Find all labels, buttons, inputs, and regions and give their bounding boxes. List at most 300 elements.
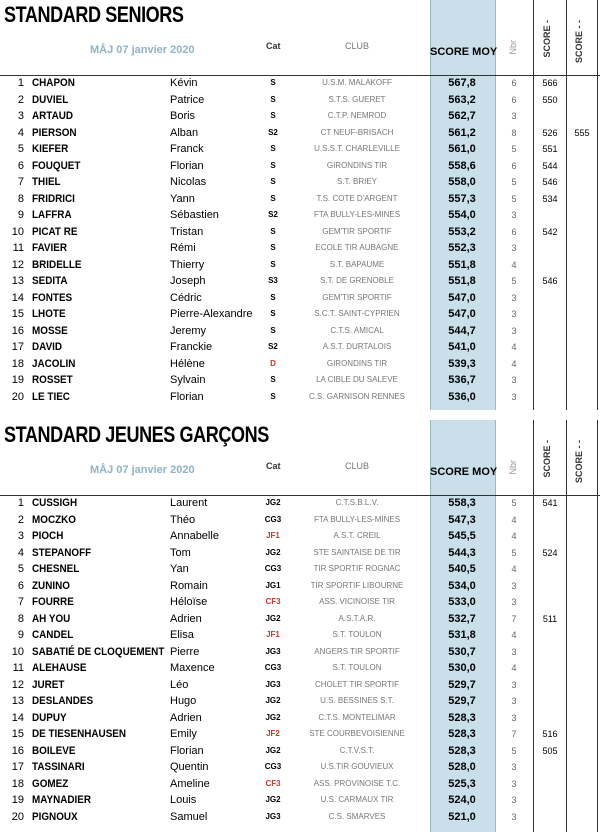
firstname-cell: Boris [170, 110, 196, 122]
score-cell: 558,3 [448, 497, 476, 509]
table-row [0, 92, 600, 109]
club-cell: S.T. BAPAUME [329, 259, 385, 269]
category-cell: D [270, 358, 276, 368]
score-cell: 528,3 [448, 744, 476, 757]
firstname-cell: Hélène [170, 357, 205, 370]
count-cell: 5 [511, 745, 517, 756]
surname-cell: DESLANDES [32, 695, 94, 707]
club-cell: C.T.S. MONTELIMAR [318, 712, 396, 722]
score-cell: 545,5 [448, 530, 476, 542]
firstname-cell: Joseph [170, 275, 206, 287]
surname-cell: CHESNEL [32, 563, 80, 575]
club-cell: STE COURBEVOISIENNE [309, 729, 405, 738]
rank-cell: 20 [11, 810, 24, 823]
score-cell: 534,0 [448, 579, 476, 592]
firstname-cell: Quentin [170, 761, 209, 773]
rank-cell: 15 [11, 308, 24, 320]
club-cell: ANGERS TIR SPORTIF [314, 646, 400, 656]
club-cell: A.S.T.A.R. [338, 613, 376, 623]
club-cell: C.T.S.B.L.V. [335, 498, 379, 507]
section-jeunes-garcons [0, 420, 600, 832]
rank-cell: 15 [11, 728, 24, 740]
rank-cell: 8 [17, 612, 24, 625]
section-title: STANDARD JEUNES GARÇONS [4, 422, 269, 447]
club-cell: S.C.T. SAINT-CYPRIEN [314, 309, 400, 318]
surname-cell: SABATIÉ DE CLOQUEMENT [32, 645, 165, 658]
header-score-1: SCORE - [542, 20, 552, 58]
club-cell: C.T.S. AMICAL [330, 325, 384, 335]
score-cell: 544,3 [448, 546, 476, 559]
category-cell: S [270, 309, 276, 318]
score-1-cell: 544 [542, 160, 558, 171]
rank-cell: 19 [11, 794, 24, 806]
firstname-cell: Elisa [170, 629, 194, 641]
category-cell: S [270, 325, 276, 335]
firstname-cell: Théo [170, 513, 196, 526]
score-cell: 547,0 [448, 291, 476, 304]
score-1-cell: 542 [542, 226, 558, 237]
table-row [0, 372, 600, 389]
surname-cell: LAFFRA [32, 209, 72, 221]
score-cell: 547,3 [448, 513, 476, 526]
surname-cell: ZUNINO [32, 579, 70, 592]
rank-cell: 7 [17, 176, 24, 188]
club-cell: ECOLE TIR AUBAGNE [315, 243, 399, 252]
count-cell: 3 [511, 391, 517, 402]
category-cell: S [270, 391, 276, 401]
rank-cell: 12 [11, 258, 24, 271]
surname-cell: JURET [32, 678, 65, 691]
club-cell: CHOLET TIR SPORTIF [314, 679, 399, 689]
score-cell: 562,7 [448, 110, 476, 122]
count-cell: 7 [511, 729, 517, 739]
club-cell: TIR SPORTIF LIBOURNE [310, 580, 404, 590]
score-1-cell: 516 [542, 729, 558, 739]
table-row [0, 792, 600, 809]
count-cell: 4 [511, 564, 517, 574]
surname-cell: ALEHAUSE [32, 662, 87, 674]
surname-cell: ROSSET [32, 374, 73, 386]
rank-cell: 11 [12, 242, 24, 254]
header-score-1: SCORE - [542, 440, 552, 478]
score-1-cell: 541 [542, 498, 558, 508]
score-1-cell: 546 [542, 177, 558, 187]
category-cell: S [270, 292, 276, 302]
table-row [0, 207, 600, 224]
count-cell: 8 [511, 127, 517, 138]
club-cell: U.S. BESSINES S.T. [320, 696, 394, 705]
table-row [0, 290, 600, 307]
count-cell: 3 [511, 597, 517, 607]
score-1-cell: 551 [542, 144, 558, 154]
category-cell: JF1 [266, 531, 280, 540]
rank-cell: 20 [11, 390, 24, 403]
club-cell: FTA BULLY-LES-MINES [313, 514, 401, 524]
score-cell: 553,2 [448, 225, 476, 238]
score-cell: 528,3 [448, 728, 476, 740]
club-cell: S.T. TOULON [332, 630, 382, 639]
firstname-cell: Franck [170, 143, 204, 155]
header-nbr: Nbr [508, 40, 518, 55]
rank-cell: 7 [17, 596, 24, 608]
count-cell: 5 [511, 177, 517, 187]
score-1-cell: 534 [542, 193, 558, 204]
category-cell: CG3 [264, 663, 282, 672]
club-cell: U.S.S.T. CHARLEVILLE [314, 144, 400, 153]
firstname-cell: Franckie [170, 341, 213, 353]
firstname-cell: Kévin [170, 77, 198, 89]
header-cat: Cat [266, 461, 281, 471]
firstname-cell: Samuel [170, 810, 208, 823]
rank-cell: 14 [11, 291, 24, 304]
surname-cell: PICAT RE [32, 225, 78, 238]
surname-cell: DAVID [32, 341, 63, 353]
category-cell: JG2 [265, 613, 281, 623]
club-cell: GIRONDINS TIR [326, 358, 388, 368]
table-row [0, 224, 600, 241]
surname-cell: PIOCH [32, 530, 64, 542]
table-row [0, 306, 600, 323]
club-cell: ASS. VICINOISE TIR [319, 597, 395, 606]
category-cell: JG2 [265, 696, 281, 705]
count-cell: 3 [511, 646, 517, 657]
rank-cell: 4 [17, 126, 24, 139]
category-cell: CG3 [264, 762, 282, 771]
category-cell: JG3 [265, 646, 281, 656]
firstname-cell: Romain [170, 579, 208, 592]
table-row [0, 677, 600, 694]
category-cell: S2 [268, 127, 278, 137]
rank-cell: 3 [17, 530, 24, 542]
score-cell: 528,0 [448, 761, 476, 773]
score-cell: 551,8 [448, 275, 476, 287]
score-cell: 531,8 [448, 629, 476, 641]
surname-cell: BOILEVE [32, 744, 76, 757]
rank-cell: 8 [17, 192, 24, 205]
count-cell: 3 [511, 679, 517, 690]
score-cell: 561,0 [448, 143, 476, 155]
rank-cell: 18 [11, 357, 24, 370]
rank-cell: 5 [17, 563, 24, 575]
firstname-cell: Adrien [170, 711, 202, 724]
section-seniors [0, 0, 600, 410]
firstname-cell: Rémi [170, 242, 196, 254]
table-row [0, 339, 600, 356]
category-cell: S [270, 243, 276, 252]
score-cell: 558,6 [448, 159, 476, 172]
firstname-cell: Sylvain [170, 374, 206, 386]
firstname-cell: Nicolas [170, 176, 207, 188]
table-row [0, 512, 600, 529]
count-cell: 3 [511, 778, 517, 789]
club-cell: C.T.V.S.T. [339, 745, 375, 755]
score-cell: 539,3 [448, 357, 476, 370]
firstname-cell: Hugo [170, 695, 197, 707]
category-cell: JG2 [265, 745, 281, 755]
count-cell: 3 [511, 580, 517, 591]
score-cell: 536,0 [448, 390, 476, 403]
rank-cell: 14 [11, 711, 24, 724]
surname-cell: SEDITA [32, 275, 68, 287]
rank-cell: 11 [12, 662, 24, 674]
firstname-cell: Léo [170, 678, 189, 691]
category-cell: S [270, 160, 276, 170]
surname-cell: GOMEZ [32, 777, 69, 790]
category-cell: S [270, 144, 276, 153]
count-cell: 4 [511, 342, 517, 352]
firstname-cell: Yann [170, 192, 195, 205]
club-cell: A.S.T. CREIL [333, 531, 381, 540]
club-cell: LA CIBLE DU SALEVE [316, 375, 398, 384]
category-cell: JG2 [265, 712, 281, 722]
rank-cell: 16 [11, 744, 24, 757]
count-cell: 4 [511, 630, 517, 640]
score-cell: 532,7 [448, 612, 476, 625]
surname-cell: FONTES [32, 291, 73, 304]
count-cell: 5 [511, 276, 517, 286]
surname-cell: FOURRE [32, 596, 74, 608]
count-cell: 7 [511, 613, 517, 624]
surname-cell: BRIDELLE [32, 258, 82, 271]
category-cell: S2 [268, 210, 278, 219]
score-1-cell: 546 [542, 276, 558, 286]
table-row [0, 809, 600, 826]
score-cell: 561,2 [448, 126, 476, 139]
table-row [0, 759, 600, 776]
count-cell: 5 [511, 547, 517, 558]
table-row [0, 660, 600, 677]
club-cell: S.T. BRIEY [336, 177, 377, 186]
count-cell: 6 [511, 94, 517, 105]
category-cell: JF1 [266, 630, 280, 639]
rank-cell: 9 [17, 209, 24, 221]
rank-cell: 6 [17, 579, 24, 592]
score-1-cell: 566 [542, 78, 558, 88]
header-nbr: Nbr [508, 460, 518, 475]
count-cell: 3 [511, 375, 517, 385]
table-row [0, 495, 600, 512]
count-cell: 5 [511, 193, 517, 204]
count-cell: 3 [511, 309, 517, 319]
club-cell: C.S. GARNISON RENNES [308, 391, 405, 401]
firstname-cell: Louis [170, 794, 197, 806]
score-cell: 540,5 [448, 563, 476, 575]
rank-cell: 4 [17, 546, 24, 559]
score-2-cell: 555 [574, 127, 590, 138]
rank-cell: 3 [17, 110, 24, 122]
category-cell: CF3 [265, 778, 281, 788]
score-1-cell: 511 [542, 613, 558, 624]
count-cell: 6 [511, 160, 517, 171]
club-cell: S.T. TOULON [332, 663, 382, 672]
table-row [0, 726, 600, 743]
rank-cell: 2 [17, 93, 24, 106]
score-cell: 536,7 [448, 374, 476, 386]
rank-cell: 17 [11, 761, 24, 773]
surname-cell: CUSSIGH [32, 497, 78, 509]
score-1-cell: 524 [542, 547, 558, 558]
category-cell: JG3 [265, 811, 281, 821]
table-row [0, 611, 600, 628]
table-row [0, 108, 600, 125]
score-cell: 567,8 [448, 77, 476, 89]
category-cell: S [270, 193, 276, 203]
rank-cell: 10 [11, 225, 24, 238]
table-row [0, 776, 600, 793]
rank-cell: 19 [11, 374, 24, 386]
count-cell: 5 [511, 498, 517, 508]
table-row [0, 545, 600, 562]
table-row [0, 710, 600, 727]
category-cell: S [270, 259, 276, 269]
category-cell: S [270, 226, 276, 236]
category-cell: S3 [268, 276, 278, 285]
ranking-rows [0, 495, 600, 825]
score-cell: 525,3 [448, 777, 476, 790]
rank-cell: 12 [11, 678, 24, 691]
score-cell: 533,0 [448, 596, 476, 608]
club-cell: CT NEUF-BRISACH [320, 127, 394, 137]
club-cell: S.T. DE GRENOBLE [320, 276, 394, 285]
table-row [0, 273, 600, 290]
firstname-cell: Florian [170, 159, 204, 172]
surname-cell: PIGNOUX [32, 810, 78, 823]
firstname-cell: Adrien [170, 612, 202, 625]
count-cell: 5 [511, 144, 517, 154]
firstname-cell: Emily [170, 728, 197, 740]
firstname-cell: Florian [170, 390, 204, 403]
firstname-cell: Cédric [170, 291, 202, 304]
surname-cell: DUPUY [32, 711, 67, 724]
surname-cell: LHOTE [32, 308, 66, 320]
surname-cell: KIEFER [32, 143, 69, 155]
club-cell: GIRONDINS TIR [326, 160, 388, 170]
club-cell: FTA BULLY-LES-MINES [313, 210, 401, 219]
score-1-cell: 505 [542, 745, 558, 756]
score-cell: 528,3 [448, 711, 476, 724]
surname-cell: FAVIER [32, 242, 68, 254]
score-cell: 530,0 [448, 662, 476, 674]
update-date: MÅJ 07 janvier 2020 [90, 44, 195, 56]
score-cell: 524,0 [448, 794, 476, 806]
header-club: CLUB [345, 461, 370, 471]
firstname-cell: Yan [170, 563, 189, 575]
category-cell: JG2 [265, 498, 281, 507]
rank-cell: 17 [11, 341, 24, 353]
category-cell: S2 [268, 342, 278, 351]
table-row [0, 141, 600, 158]
club-cell: U.S. CARMAUX TIR [320, 795, 394, 804]
firstname-cell: Thierry [170, 258, 205, 271]
firstname-cell: Laurent [170, 497, 208, 509]
category-cell: S [270, 177, 276, 186]
category-cell: CF3 [265, 597, 281, 606]
count-cell: 3 [511, 795, 517, 805]
score-cell: 552,3 [448, 242, 476, 254]
firstname-cell: Héloïse [170, 596, 208, 608]
surname-cell: PIERSON [32, 126, 77, 139]
table-row [0, 594, 600, 611]
rank-cell: 16 [11, 324, 24, 337]
score-cell: 541,0 [448, 341, 476, 353]
table-row [0, 174, 600, 191]
firstname-cell: Pierre [170, 645, 200, 658]
club-cell: A.S.T. DURTALOIS [322, 342, 392, 351]
surname-cell: TASSINARI [32, 761, 85, 773]
score-cell: 554,0 [448, 209, 476, 221]
table-row [0, 528, 600, 545]
count-cell: 3 [511, 292, 517, 303]
rank-cell: 1 [17, 77, 24, 89]
table-row [0, 191, 600, 208]
rank-cell: 1 [17, 497, 24, 509]
table-row [0, 125, 600, 142]
firstname-cell: Sébastien [170, 209, 219, 221]
header-score: SCORE MOY [430, 466, 498, 478]
count-cell: 6 [511, 226, 517, 237]
category-cell: CG3 [264, 564, 282, 573]
firstname-cell: Jeremy [170, 324, 207, 337]
surname-cell: THIEL [32, 176, 61, 188]
surname-cell: CANDEL [32, 629, 74, 641]
table-row [0, 743, 600, 760]
firstname-cell: Annabelle [170, 530, 219, 542]
firstname-cell: Pierre-Alexandre [170, 308, 253, 320]
surname-cell: FOUQUET [32, 159, 81, 172]
table-row [0, 561, 600, 578]
score-cell: 558,0 [448, 176, 476, 188]
score-cell: 530,7 [448, 645, 476, 658]
rank-cell: 13 [11, 275, 24, 287]
rank-cell: 5 [17, 143, 24, 155]
firstname-cell: Maxence [170, 662, 215, 674]
category-cell: S [270, 111, 276, 120]
count-cell: 3 [511, 762, 517, 772]
score-cell: 529,7 [448, 678, 476, 691]
count-cell: 3 [511, 210, 517, 220]
header-score-2: SCORE - - [574, 440, 584, 484]
club-cell: S.T.S. GUERET [328, 94, 386, 104]
count-cell: 3 [511, 243, 517, 253]
score-cell: 551,8 [448, 258, 476, 271]
table-row [0, 158, 600, 175]
category-cell: CG3 [264, 514, 282, 524]
header-score-2: SCORE - - [574, 20, 584, 64]
count-cell: 4 [511, 259, 517, 270]
club-cell: U.S.M. MALAKOFF [322, 78, 392, 87]
club-cell: U.S.TIR GOUVIEUX [320, 762, 394, 771]
category-cell: JG2 [265, 795, 281, 804]
rank-cell: 13 [11, 695, 24, 707]
surname-cell: LE TIEC [32, 390, 70, 403]
update-date: MÅJ 07 janvier 2020 [90, 464, 195, 476]
score-1-cell: 526 [542, 127, 558, 138]
category-cell: JG1 [265, 580, 281, 590]
club-cell: T.S. COTE D'ARGENT [316, 193, 398, 203]
firstname-cell: Alban [170, 126, 199, 139]
table-row [0, 240, 600, 257]
rank-cell: 2 [17, 513, 24, 526]
rank-cell: 10 [11, 645, 24, 658]
surname-cell: FRIDRICI [32, 192, 75, 205]
club-cell: GEM'TIR SPORTIF [322, 226, 392, 236]
club-cell: ASS. PROVINOISE T.C. [313, 778, 401, 788]
score-cell: 529,7 [448, 695, 476, 707]
rank-cell: 18 [11, 777, 24, 790]
category-cell: S [270, 375, 276, 384]
club-cell: C.T.P. NEMROD [327, 111, 387, 120]
club-cell: TIR SPORTIF ROGNAC [313, 564, 401, 573]
